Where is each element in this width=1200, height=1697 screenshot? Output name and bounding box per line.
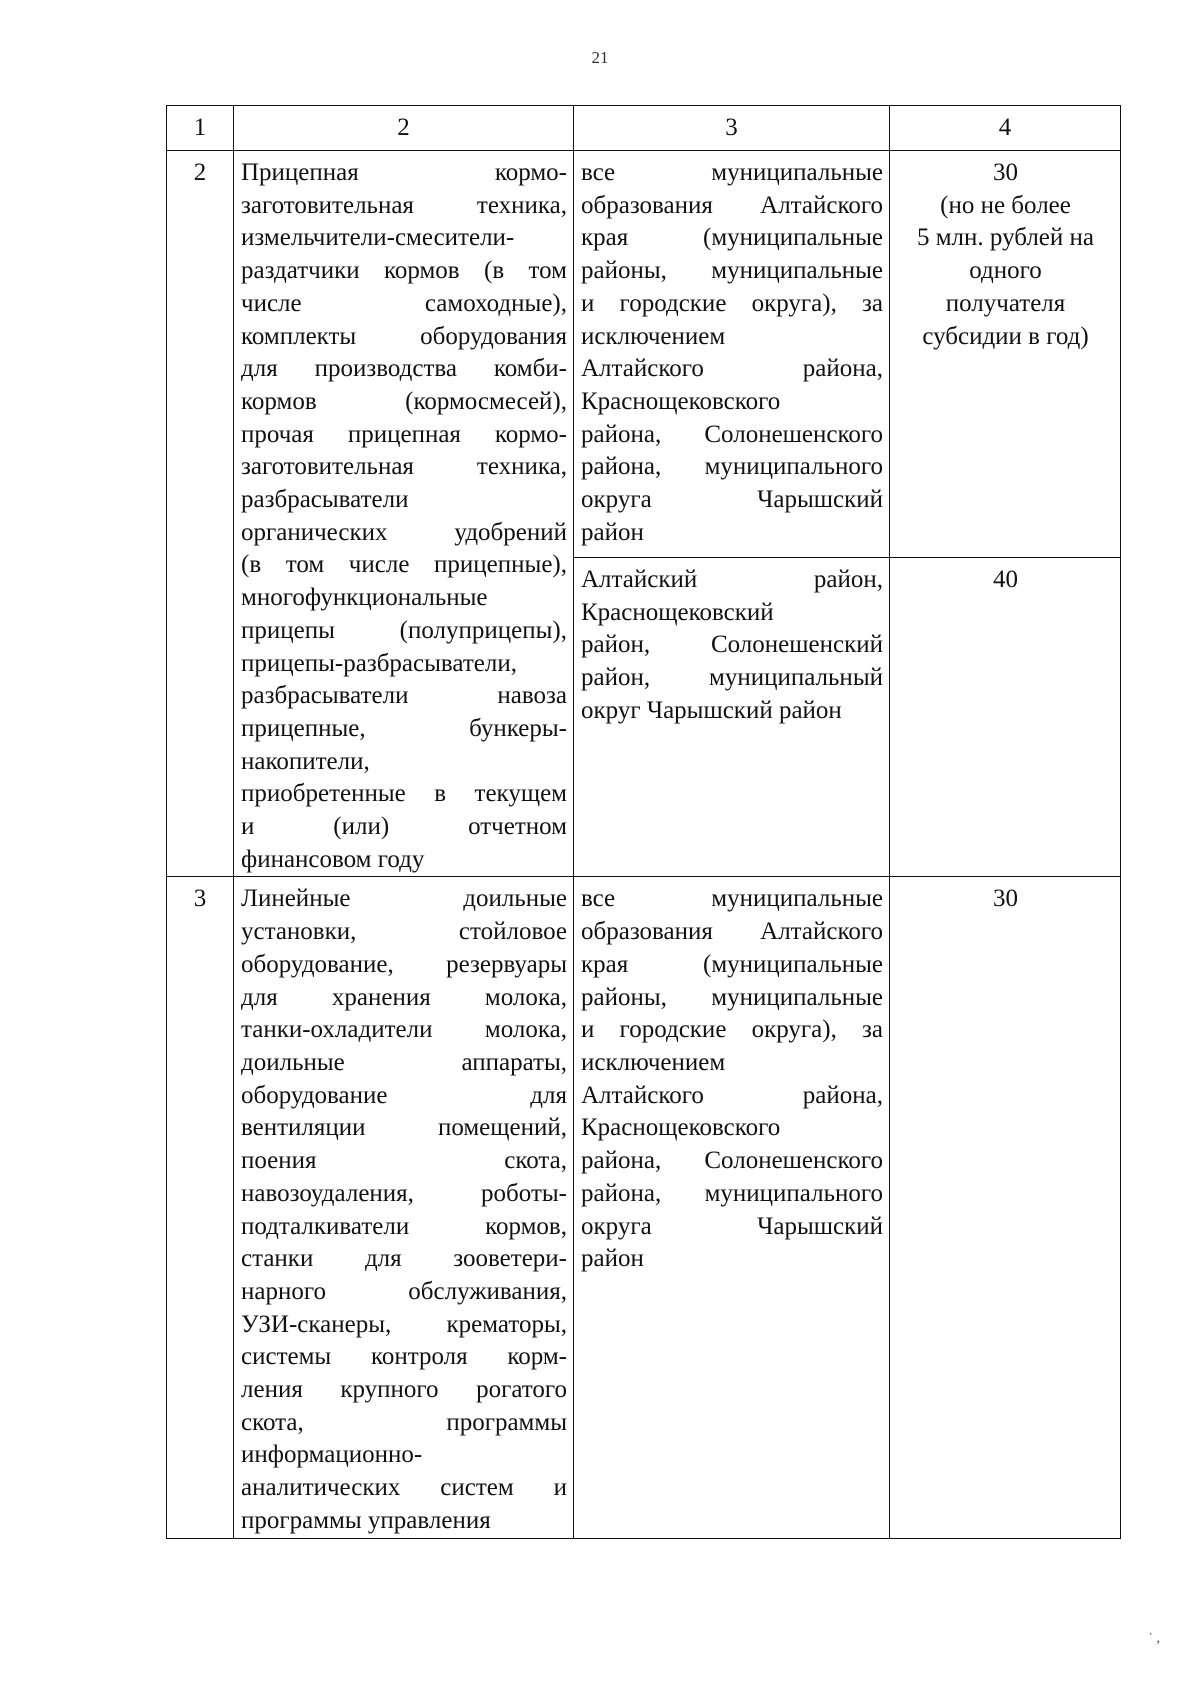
text-line: все муниципальные xyxy=(581,159,883,186)
subsidy-rate-text xyxy=(897,564,1114,597)
text-line: район, Солонешенский xyxy=(581,631,883,659)
header-cell-4: 4 xyxy=(890,106,1121,151)
text-line: округа Чарышский xyxy=(581,486,883,514)
subsidy-rate-cell xyxy=(890,558,1121,877)
text-line: разбрасыватели навоза xyxy=(241,682,567,710)
text-line: программы управления xyxy=(241,1506,491,1534)
table-row xyxy=(167,877,1121,1538)
text-line: вентиляции помещений, xyxy=(241,1114,567,1142)
text-line: заготовительная техника, xyxy=(241,453,567,481)
subsidy-table xyxy=(166,105,1121,1539)
text-line: исключением xyxy=(581,322,726,350)
text-line: района, муниципального xyxy=(581,453,883,481)
text-line: прицепы-разбрасыватели, xyxy=(241,649,517,677)
table-row xyxy=(167,151,1121,558)
text-line: и городские округа), за xyxy=(581,289,883,317)
text-line: районы, муниципальные xyxy=(581,983,883,1011)
subsidy-rate-text xyxy=(897,157,1114,353)
row-number: 3 xyxy=(167,877,234,1538)
text-line: станки для зооветери- xyxy=(241,1245,567,1273)
text-line: заготовительная техника, xyxy=(241,191,567,219)
text-line: прочая прицепная кормо- xyxy=(241,420,567,448)
text-line: УЗИ-сканеры, крематоры, xyxy=(241,1310,567,1338)
text-line: образования Алтайского xyxy=(581,191,883,219)
text-line: округа Чарышский xyxy=(581,1212,883,1240)
text-line: танки-охладители молока, xyxy=(241,1016,567,1044)
text-line: района, муниципального xyxy=(581,1179,883,1207)
row-number: 2 xyxy=(167,151,234,877)
rate-line: 40 xyxy=(993,566,1018,593)
rate-line: субсидии в год) xyxy=(922,322,1089,350)
text-line: приобретенные в текущем xyxy=(241,780,567,808)
text-line: прицепные, бункеры- xyxy=(241,714,567,742)
text-line: измельчители-смесители- xyxy=(241,224,515,252)
rate-line: 30 xyxy=(993,885,1018,913)
text-line: края (муниципальные xyxy=(581,950,883,978)
text-line: поения скота, xyxy=(241,1147,567,1175)
rate-line: одного xyxy=(969,257,1042,285)
text-line: Прицепная кормо- xyxy=(241,159,567,186)
text-line: Алтайского района, xyxy=(581,1081,883,1109)
text-line: Алтайский район, xyxy=(581,566,883,593)
text-line: района, Солонешенского xyxy=(581,420,883,448)
territory-text xyxy=(581,157,883,549)
text-line: комплекты оборудования xyxy=(241,322,567,350)
text-line: края (муниципальные xyxy=(581,224,883,252)
text-line: разбрасыватели xyxy=(241,486,409,514)
text-line: образования Алтайского xyxy=(581,918,883,946)
text-line: скота, программы xyxy=(241,1408,567,1436)
scan-specks: ˙ , xyxy=(1148,1631,1160,1646)
text-line: оборудование, резервуары xyxy=(241,950,567,978)
rate-line: (но не более xyxy=(940,191,1071,219)
equipment-text xyxy=(241,883,567,1537)
text-line: района, Солонешенского xyxy=(581,1147,883,1175)
text-line: и (или) отчетном xyxy=(241,813,567,841)
header-cell-3: 3 xyxy=(574,106,890,151)
text-line: для производства комби- xyxy=(241,355,567,383)
header-cell-1: 1 xyxy=(167,106,234,151)
text-line: для хранения молока, xyxy=(241,983,567,1011)
text-line: округ Чарышский район xyxy=(581,696,842,724)
text-line: ления крупного рогатого xyxy=(241,1376,567,1404)
text-line: район xyxy=(581,518,644,546)
text-line: доильные аппараты, xyxy=(241,1048,567,1076)
text-line: районы, муниципальные xyxy=(581,257,883,285)
territory-cell xyxy=(574,151,890,558)
text-line: раздатчики кормов (в том xyxy=(241,257,567,285)
rate-line: 5 млн. рублей на xyxy=(916,224,1095,252)
text-line: нарного обслуживания, xyxy=(241,1277,567,1305)
page-number: 21 xyxy=(591,48,609,67)
text-line: системы контроля корм- xyxy=(241,1343,567,1371)
text-line: числе самоходные), xyxy=(241,289,567,317)
subsidy-rate-cell xyxy=(890,151,1121,558)
territory-cell xyxy=(574,877,890,1538)
territory-cell xyxy=(574,558,890,877)
text-line: финансовом году xyxy=(241,845,425,873)
rate-line: получателя xyxy=(945,289,1066,317)
text-line: все муниципальные xyxy=(581,885,883,913)
equipment-cell xyxy=(234,877,574,1538)
text-line: органических удобрений xyxy=(241,518,567,546)
text-line: информационно- xyxy=(241,1441,423,1469)
text-line: кормов (кормосмесей), xyxy=(241,387,567,415)
text-line: (в том числе прицепные), xyxy=(241,551,567,579)
text-line: Линейные доильные xyxy=(241,885,567,913)
rate-line: 30 xyxy=(993,159,1018,186)
text-line: Краснощековский xyxy=(581,598,774,626)
text-line: Краснощековского xyxy=(581,387,781,415)
text-line: многофункциональные xyxy=(241,584,488,612)
text-line: накопители, xyxy=(241,747,370,775)
text-line: и городские округа), за xyxy=(581,1016,883,1044)
text-line: исключением xyxy=(581,1048,726,1076)
subsidy-rate-cell xyxy=(890,877,1121,1538)
text-line: подталкиватели кормов, xyxy=(241,1212,567,1240)
text-line: оборудование для xyxy=(241,1081,567,1109)
table-header-row xyxy=(167,106,1121,151)
text-line: навозоудаления, роботы- xyxy=(241,1179,567,1207)
equipment-text xyxy=(241,157,567,876)
text-line: Краснощековского xyxy=(581,1114,781,1142)
territory-text xyxy=(581,883,883,1275)
text-line: прицепы (полуприцепы), xyxy=(241,616,567,644)
text-line: Алтайского района, xyxy=(581,355,883,383)
text-line: аналитических систем и xyxy=(241,1474,567,1502)
header-cell-2: 2 xyxy=(234,106,574,151)
text-line: район, муниципальный xyxy=(581,664,883,692)
territory-text xyxy=(581,564,883,728)
subsidy-rate-text xyxy=(897,883,1114,916)
equipment-cell xyxy=(234,151,574,877)
text-line: район xyxy=(581,1245,644,1273)
text-line: установки, стойловое xyxy=(241,918,567,946)
